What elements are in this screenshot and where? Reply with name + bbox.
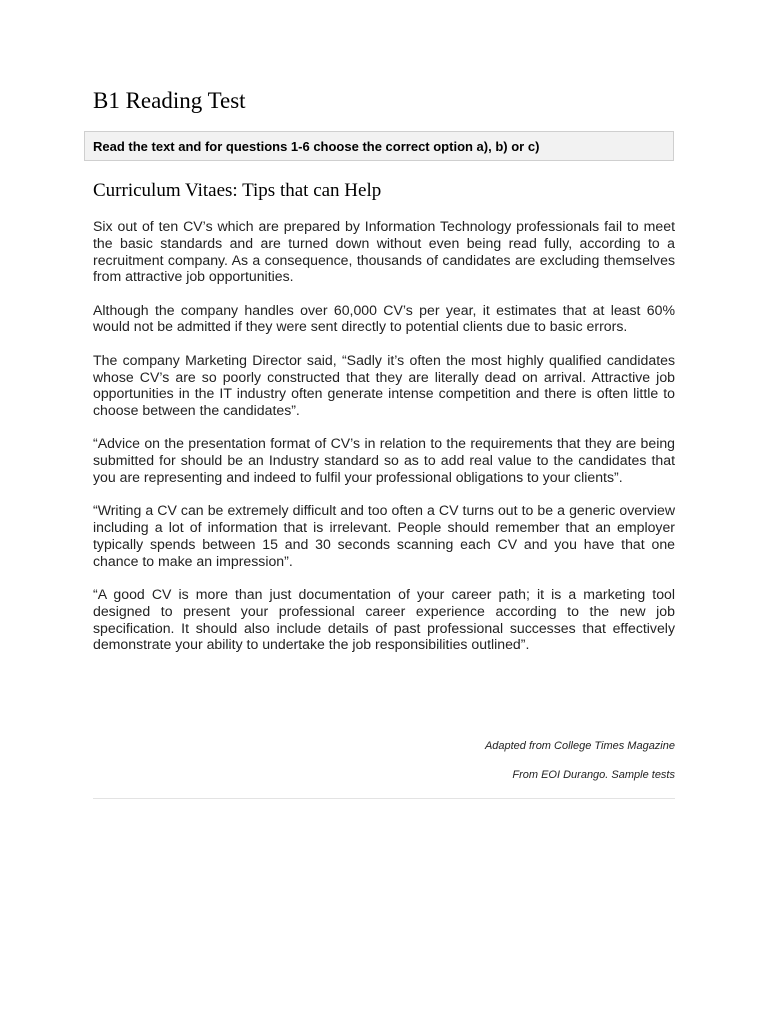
source-citation: Adapted from College Times Magazine [484,740,675,752]
paragraph-6: “A good CV is more than just documentation of your career path; it is a marketing tool designed to present your professional career experience according to the new job specification. It should also include details of past professional successes that effectively demonstrate your ability to undertake the job responsibilities outlined”. [93,586,675,653]
divider [93,798,675,799]
instruction-box [84,131,674,161]
article-body [93,218,675,670]
paragraph-3: The company Marketing Director said, “Sadly it’s often the most highly qualified candidates whose CV’s are so poorly constructed that they are literally dead on arrival. Attractive job opportunities in the IT industry often generate intense competition and there is often little to choose between the candidates”. [93,351,675,419]
paragraph-5: “Writing a CV can be extremely difficult and too often a CV turns out to be a generic overview including a lot of information that is irrelevant. People should remember that an employer typically spends between 15 and 30 seconds scanning each CV and you have that one chance to make an impression”. [93,502,675,569]
paragraph-1: Six out of ten CV’s which are prepared by Information Technology professionals fail to meet the basic standards and are turned down without even being read fully, according to a recruitment company. As a consequence, thousands of candidates are excluding themselves from attractive job opportunities. [93,218,675,285]
page-title: B1 Reading Test [93,88,246,113]
source-attribution: From EOI Durango. Sample tests [512,769,675,781]
instruction-text: Read the text and for questions 1-6 choose the correct option a), b) or c) [93,138,540,154]
article-title: Curriculum Vitaes: Tips that can Help [93,180,382,201]
paragraph-2: Although the company handles over 60,000 CV’s per year, it estimates that at least 60% would not be admitted if they were sent directly to potential clients due to basic errors. [93,301,675,335]
paragraph-4: “Advice on the presentation format of CV’s in relation to the requirements that they are being submitted for should be an Industry standard so as to add real value to the candidates that you are representing and indeed to fulfil your professional obligations to your clients”. [93,435,675,486]
